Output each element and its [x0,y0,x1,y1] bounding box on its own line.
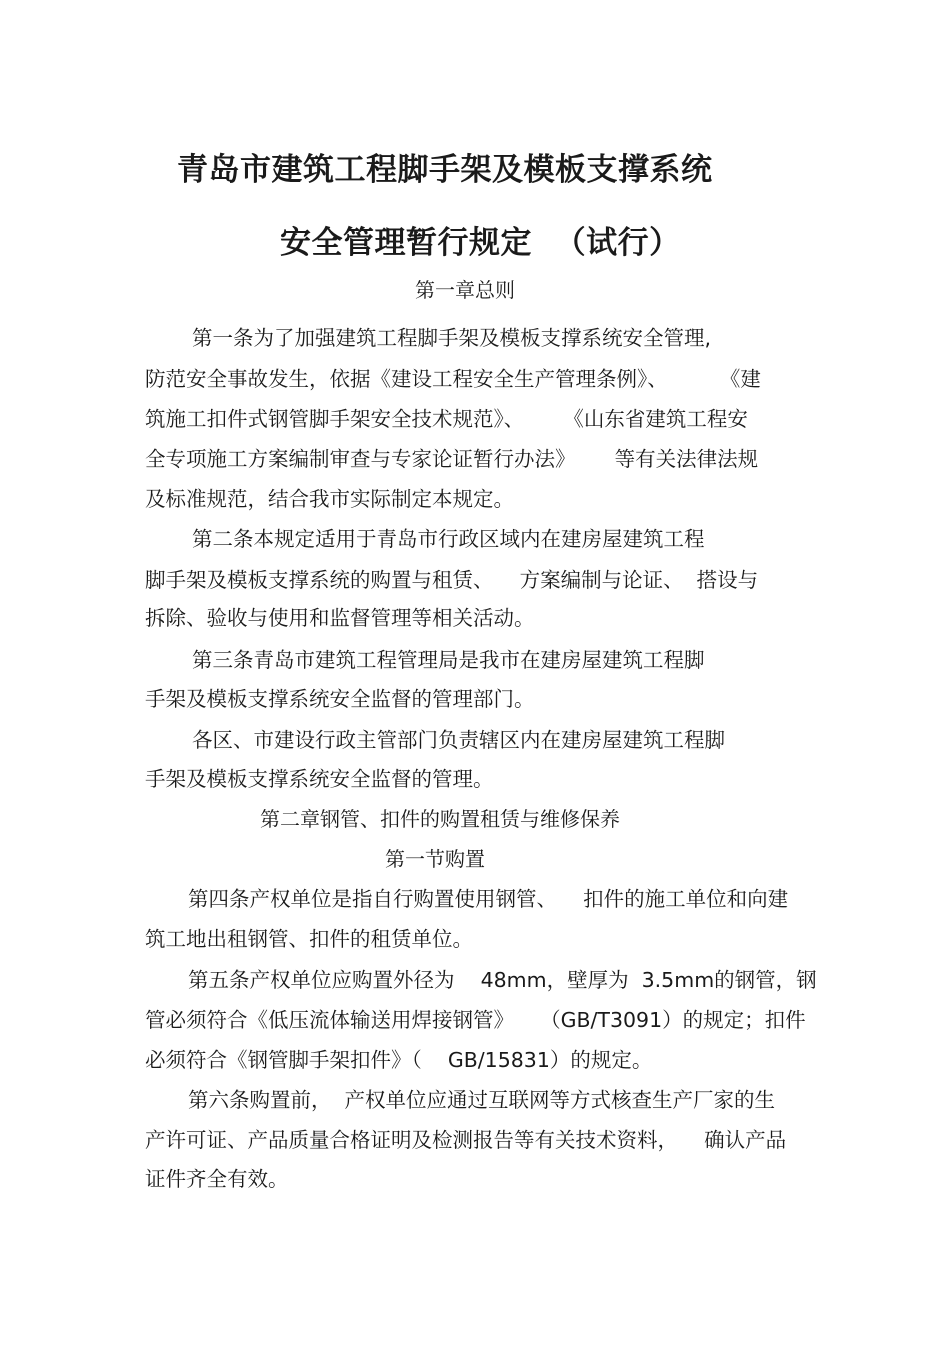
paragraph-line: 第三条青岛市建筑工程管理局是我市在建房屋建筑工程脚 [192,648,705,672]
title-line-2: 安全管理暂行规定 （试行） [280,225,681,261]
paragraph-line: 筑工地出租钢管、扣件的租赁单位。 [145,927,473,951]
chapter-heading: 第二章钢管、扣件的购置租赁与维修保养 [260,807,620,831]
paragraph-line: 全专项施工方案编制审查与专家论证暂行办法》 等有关法律法规 [145,447,759,471]
paragraph-line: 产许可证、产品质量合格证明及检测报告等有关技术资料， 确认产品 [145,1128,787,1152]
paragraph-line: 手架及模板支撑系统安全监督的管理。 [145,767,494,791]
paragraph-line: 必须符合《钢管脚手架扣件》（ GB/15831）的规定。 [145,1048,653,1072]
title-line-1: 青岛市建筑工程脚手架及模板支撑系统 [177,152,713,188]
paragraph-line: 第二条本规定适用于青岛市行政区域内在建房屋建筑工程 [192,527,705,551]
paragraph-line: 第四条产权单位是指自行购置使用钢管、 扣件的施工单位和向建 [188,887,789,911]
paragraph-line: 手架及模板支撑系统安全监督的管理部门。 [145,687,535,711]
paragraph-line: 第六条购置前， 产权单位应通过互联网等方式核查生产厂家的生 [188,1088,776,1112]
section-heading: 第一节购置 [385,847,485,871]
paragraph-line: 第一条为了加强建筑工程脚手架及模板支撑系统安全管理, [192,326,712,350]
chapter-heading: 第一章总则 [415,278,515,302]
paragraph-line: 管必须符合《低压流体输送用焊接钢管》 （GB/T3091）的规定；扣件 [145,1008,806,1032]
paragraph-line: 防范安全事故发生，依据《建设工程安全生产管理条例》、 《建 [145,367,761,391]
paragraph-line: 脚手架及模板支撑系统的购置与租赁、 方案编制与论证、 搭设与 [145,568,759,592]
paragraph-line: 及标准规范，结合我市实际制定本规定。 [145,487,514,511]
paragraph-line: 证件齐全有效。 [145,1167,289,1191]
paragraph-line: 拆除、验收与使用和监督管理等相关活动。 [145,606,535,630]
paragraph-line: 各区、市建设行政主管部门负责辖区内在建房屋建筑工程脚 [192,728,725,752]
paragraph-line: 筑施工扣件式钢管脚手架安全技术规范》、 《山东省建筑工程安 [145,407,748,431]
paragraph-line: 第五条产权单位应购置外径为 48mm，壁厚为 3.5mm的钢管，钢 [188,968,817,992]
